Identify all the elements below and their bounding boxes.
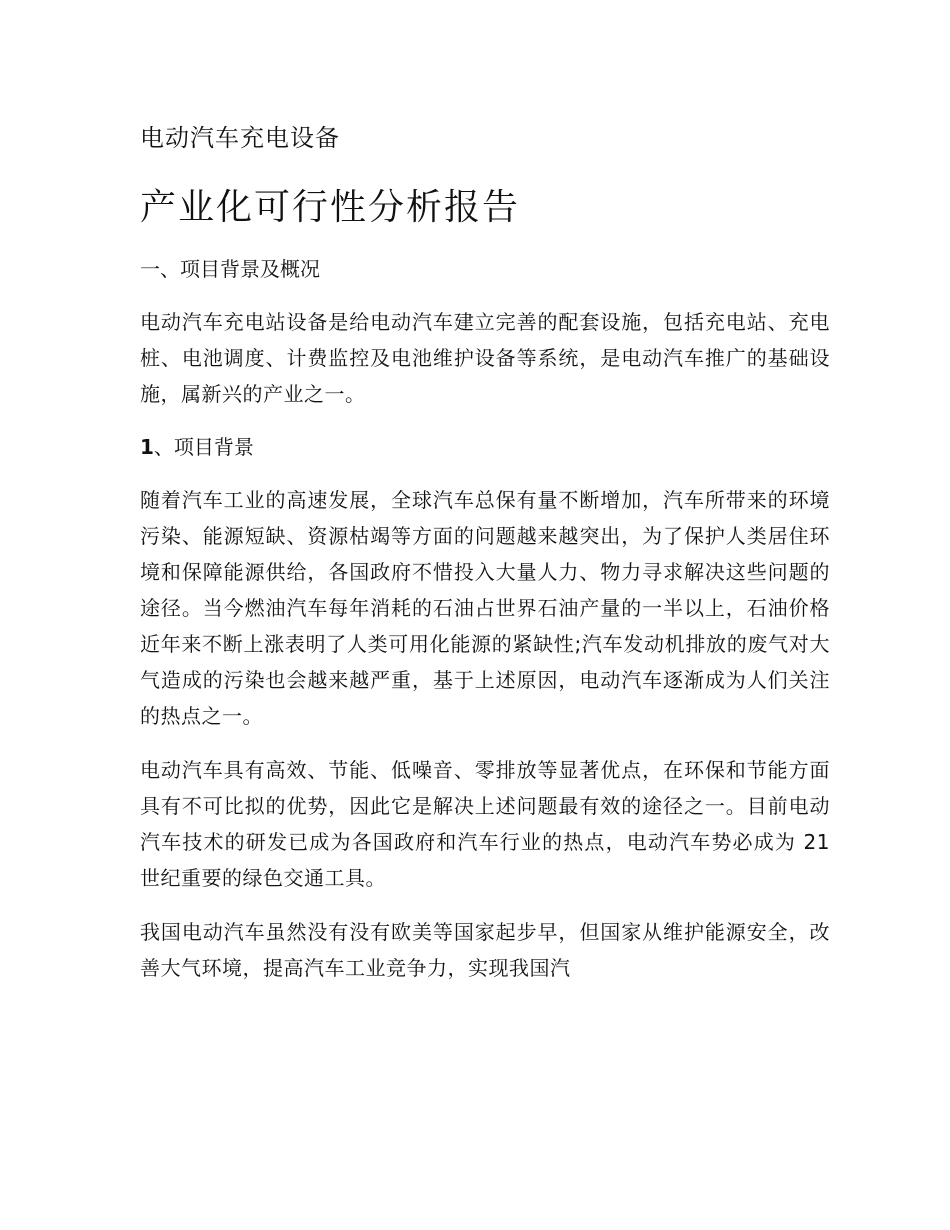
body-paragraph-2: 电动汽车具有高效、节能、低噪音、零排放等显著优点，在环保和节能方面具有不可比拟的优势，因此它是解决上述问题最有效的途径之一。目前电动汽车技术的研发已成为各国政府和汽车行业的热点，电动汽车势必成为 21 世纪重要的绿色交通工具。 (140, 758, 830, 890)
subsection-heading-background (140, 430, 830, 464)
section-heading-background-overview: 一、项目背景及概况 (140, 257, 320, 281)
subsection-heading-text: 、项目背景 (153, 435, 254, 459)
body-paragraph-3: 我国电动汽车虽然没有没有欧美等国家起步早，但国家从维护能源安全，改善大气环境，提高汽车工业竞争力，实现我国汽 (140, 920, 830, 980)
document-body (140, 118, 830, 1004)
document-title: 产业化可行性分析报告 (140, 187, 521, 228)
body-paragraph-1: 随着汽车工业的高速发展，全球汽车总保有量不断增加，汽车所带来的环境污染、能源短缺、资源枯竭等方面的问题越来越突出，为了保护人类居住环境和保障能源供给，各国政府不惜投入大量人力、物力寻求解决这些问题的途径。当今燃油汽车每年消耗的石油占世界石油产量的一半以上，石油价格近年来不断上涨表明了人类可用化能源的紧缺性;汽车发动机排放的废气对大气造成的污染也会越来越严重，基于上述原因，电动汽车逐渐成为人们关注的热点之一。 (140, 488, 830, 728)
section-intro-paragraph: 电动汽车充电站设备是给电动汽车建立完善的配套设施，包括充电站、充电桩、电池调度、计费监控及电池维护设备等系统，是电动汽车推广的基础设施，属新兴的产业之一。 (140, 310, 830, 406)
subsection-number: 1 (140, 435, 154, 459)
document-subtitle: 电动汽车充电设备 (140, 124, 340, 152)
